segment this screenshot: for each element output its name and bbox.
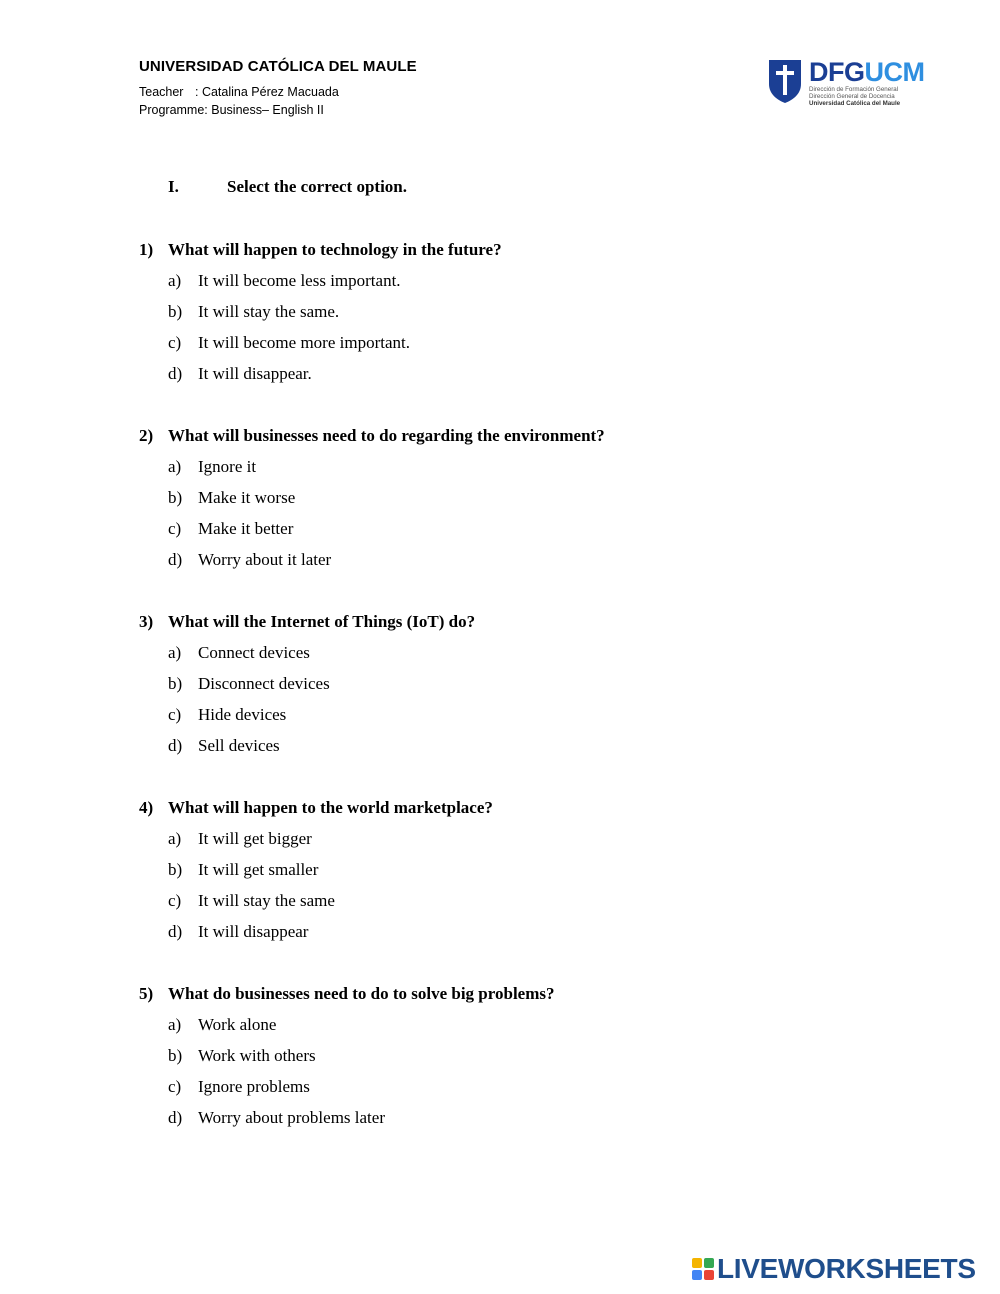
- section-heading: [168, 177, 407, 197]
- question-number: 4): [139, 798, 154, 817]
- answer-option[interactable]: [168, 333, 502, 364]
- programme-value: Business– English II: [211, 103, 324, 117]
- option-letter: c): [168, 891, 182, 910]
- logo-line-2: Dirección General de Docencia: [809, 93, 895, 100]
- question-5: [139, 984, 555, 1139]
- option-letter: d): [168, 1108, 183, 1127]
- option-text: It will get bigger: [198, 829, 312, 848]
- brand-icon-square: [692, 1270, 702, 1280]
- question-title: [139, 612, 475, 643]
- option-text: It will disappear.: [198, 364, 312, 383]
- question-4: [139, 798, 493, 953]
- teacher-line: [139, 83, 417, 101]
- option-text: Hide devices: [198, 705, 287, 724]
- programme-label: Programme:: [139, 103, 208, 117]
- question-text: What will happen to technology in the future?: [168, 240, 502, 259]
- question-text: What do businesses need to do to solve big problems?: [168, 984, 555, 1003]
- option-text: Work alone: [198, 1015, 277, 1034]
- logo-dfg: DFG: [809, 57, 865, 87]
- liveworksheets-brand: [692, 1254, 976, 1284]
- option-letter: a): [168, 643, 182, 662]
- option-text: Make it worse: [198, 488, 296, 507]
- answer-option[interactable]: [168, 1108, 555, 1139]
- option-letter: b): [168, 488, 183, 507]
- option-letter: b): [168, 302, 183, 321]
- option-text: Connect devices: [198, 643, 310, 662]
- answer-option[interactable]: [168, 271, 502, 302]
- answer-option[interactable]: [168, 829, 493, 860]
- document-header: [139, 58, 417, 119]
- teacher-label: Teacher: [139, 85, 184, 99]
- question-text: What will the Internet of Things (IoT) do?: [168, 612, 476, 631]
- logo-line-3: Universidad Católica del Maule: [809, 100, 901, 107]
- section-title: Select the correct option.: [227, 177, 408, 196]
- option-letter: a): [168, 1015, 182, 1034]
- option-letter: c): [168, 705, 182, 724]
- teacher-value: : Catalina Pérez Macuada: [195, 85, 339, 99]
- answer-option[interactable]: [168, 736, 475, 767]
- liveworksheets-icon: [692, 1258, 714, 1280]
- option-letter: c): [168, 1077, 182, 1096]
- question-title: [139, 426, 605, 457]
- logo-line-1: Dirección de Formación General: [809, 86, 899, 93]
- answer-option[interactable]: [168, 674, 475, 705]
- option-text: Make it better: [198, 519, 294, 538]
- option-letter: b): [168, 674, 183, 693]
- programme-line: [139, 101, 417, 119]
- option-text: It will stay the same: [198, 891, 335, 910]
- option-letter: d): [168, 364, 183, 383]
- option-text: It will become more important.: [198, 333, 410, 352]
- logo-ucm: UCM: [864, 57, 925, 87]
- option-text: It will become less important.: [198, 271, 401, 290]
- option-text: It will disappear: [198, 922, 309, 941]
- answer-option[interactable]: [168, 643, 475, 674]
- answer-option[interactable]: [168, 519, 605, 550]
- answer-option[interactable]: [168, 891, 493, 922]
- option-letter: a): [168, 271, 182, 290]
- brand-text: LIVEWORKSHEETS: [717, 1253, 976, 1284]
- option-text: Work with others: [198, 1046, 316, 1065]
- option-text: Sell devices: [198, 736, 280, 755]
- option-letter: d): [168, 550, 183, 569]
- question-text: What will happen to the world marketplace?: [168, 798, 493, 817]
- question-number: 2): [139, 426, 154, 445]
- option-text: It will stay the same.: [198, 302, 340, 321]
- question-2: [139, 426, 605, 581]
- answer-option[interactable]: [168, 860, 493, 891]
- answer-option[interactable]: [168, 1046, 555, 1077]
- answer-option[interactable]: [168, 488, 605, 519]
- answer-option[interactable]: [168, 550, 605, 581]
- question-3: [139, 612, 475, 767]
- answer-option[interactable]: [168, 364, 502, 395]
- brand-icon-square: [692, 1258, 702, 1268]
- option-text: Worry about it later: [198, 550, 332, 569]
- question-number: 3): [139, 612, 154, 631]
- answer-option[interactable]: [168, 457, 605, 488]
- option-letter: a): [168, 829, 182, 848]
- option-text: It will get smaller: [198, 860, 319, 879]
- answer-option[interactable]: [168, 705, 475, 736]
- university-name: UNIVERSIDAD CATÓLICA DEL MAULE: [139, 58, 417, 75]
- answer-option[interactable]: [168, 922, 493, 953]
- brand-icon-square: [704, 1270, 714, 1280]
- option-letter: b): [168, 860, 183, 879]
- option-text: Ignore problems: [198, 1077, 310, 1096]
- question-title: [139, 240, 502, 271]
- question-number: 1): [139, 240, 154, 259]
- option-text: Worry about problems later: [198, 1108, 385, 1127]
- university-shield-icon: [767, 58, 803, 104]
- section-number: I.: [168, 177, 179, 196]
- question-1: [139, 240, 502, 395]
- option-letter: b): [168, 1046, 183, 1065]
- answer-option[interactable]: [168, 302, 502, 333]
- option-letter: c): [168, 519, 182, 538]
- question-number: 5): [139, 984, 154, 1003]
- brand-icon-square: [704, 1258, 714, 1268]
- answer-option[interactable]: [168, 1015, 555, 1046]
- question-title: [139, 984, 555, 1015]
- dfgucm-logo: [767, 58, 937, 106]
- answer-option[interactable]: [168, 1077, 555, 1108]
- option-text: Disconnect devices: [198, 674, 330, 693]
- option-text: Ignore it: [198, 457, 257, 476]
- option-letter: c): [168, 333, 182, 352]
- question-title: [139, 798, 493, 829]
- option-letter: d): [168, 922, 183, 941]
- question-text: What will businesses need to do regarding the environment?: [168, 426, 605, 445]
- option-letter: d): [168, 736, 183, 755]
- option-letter: a): [168, 457, 182, 476]
